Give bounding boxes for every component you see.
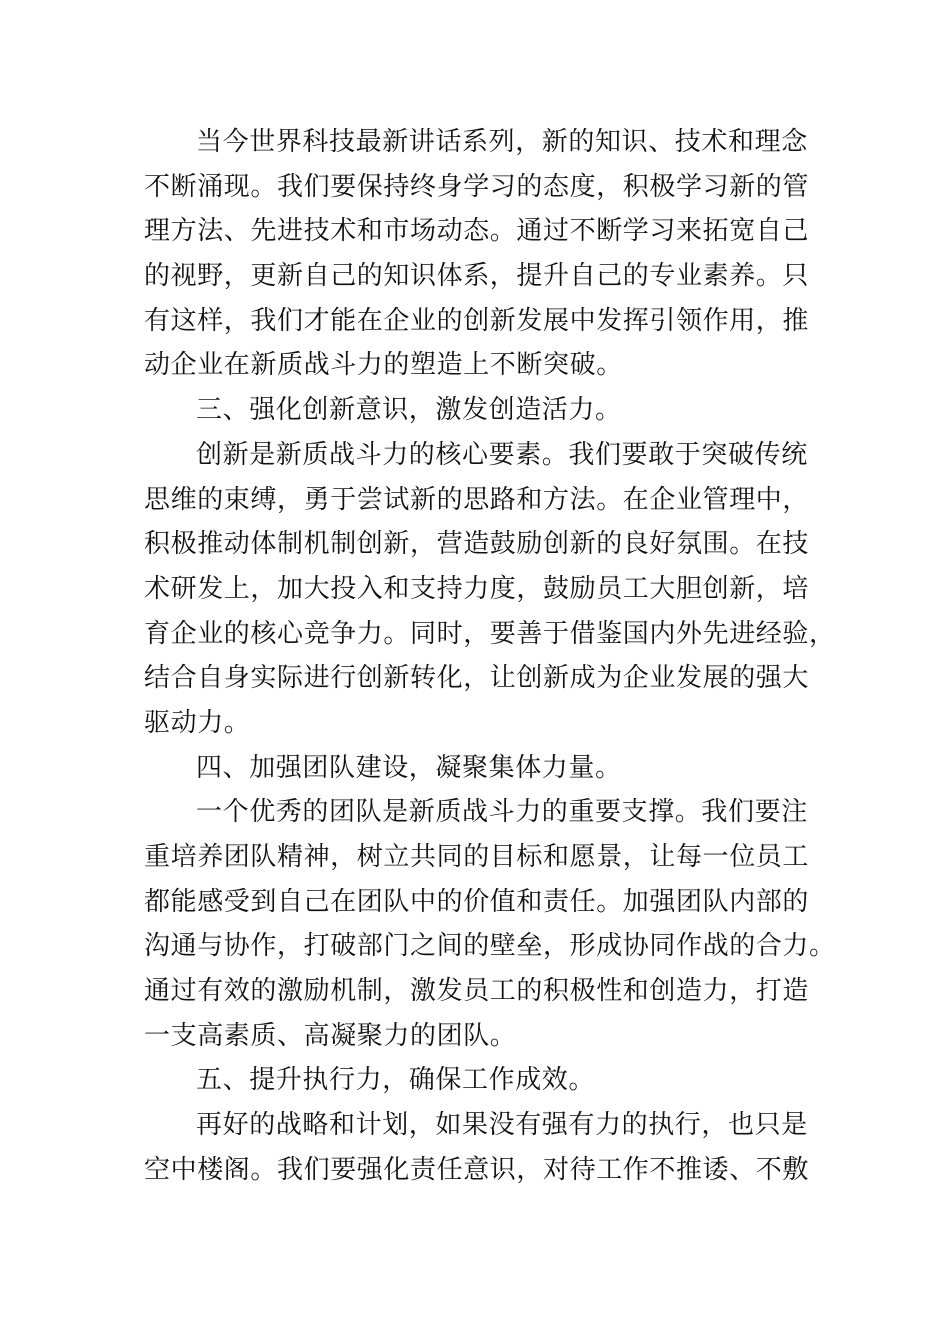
text-line: 创新是新质战斗力的核心要素。我们要敢于突破传统 xyxy=(196,439,808,470)
text-line: 积极推动体制机制创新，营造鼓励创新的良好氛围。在技 xyxy=(144,529,810,560)
text-line: 当今世界科技最新讲话系列，新的知识、技术和理念 xyxy=(196,127,808,157)
section-heading: 四、加强团队建设，凝聚集体力量。 xyxy=(196,752,622,783)
text-line: 通过有效的激励机制，激发员工的积极性和创造力，打造 xyxy=(144,976,810,1007)
document-body xyxy=(144,120,836,1193)
text-line: 重培养团队精神，树立共同的目标和愿景，让每一位员工 xyxy=(144,842,810,872)
text-line: 有这样，我们才能在企业的创新发展中发挥引领作用，推 xyxy=(144,305,810,336)
text-line: 理方法、先进技术和市场动态。通过不断学习来拓宽自己 xyxy=(144,216,810,247)
text-line: 动企业在新质战斗力的塑造上不断突破。 xyxy=(144,350,623,381)
text-line: 再好的战略和计划，如果没有强有力的执行，也只是 xyxy=(196,1110,808,1141)
text-line: 思维的束缚，勇于尝试新的思路和方法。在企业管理中， xyxy=(144,484,810,515)
text-line: 驱动力。 xyxy=(144,707,251,738)
text-line: 沟通与协作，打破部门之间的壁垒，形成协同作战的合力。 xyxy=(144,931,836,962)
text-line: 结合自身实际进行创新转化，让创新成为企业发展的强大 xyxy=(144,663,810,694)
text-line: 术研发上，加大投入和支持力度，鼓励员工大胆创新，培 xyxy=(144,573,810,604)
section-heading: 五、提升执行力，确保工作成效。 xyxy=(196,1065,596,1096)
section-heading: 三、强化创新意识，激发创造活力。 xyxy=(196,395,622,426)
text-line: 的视野，更新自己的知识体系，提升自己的专业素养。只 xyxy=(144,261,810,292)
text-line: 一个优秀的团队是新质战斗力的重要支撑。我们要注 xyxy=(196,797,808,828)
text-line: 一支高素质、高凝聚力的团队。 xyxy=(144,1020,517,1051)
text-line: 育企业的核心竞争力。同时，要善于借鉴国内外先进经验， xyxy=(144,618,836,649)
text-line: 不断涌现。我们要保持终身学习的态度，积极学习新的管 xyxy=(144,171,810,202)
text-line: 都能感受到自己在团队中的价值和责任。加强团队内部的 xyxy=(144,886,810,917)
text-line: 空中楼阁。我们要强化责任意识，对待工作不推诿、不敷 xyxy=(144,1154,810,1185)
